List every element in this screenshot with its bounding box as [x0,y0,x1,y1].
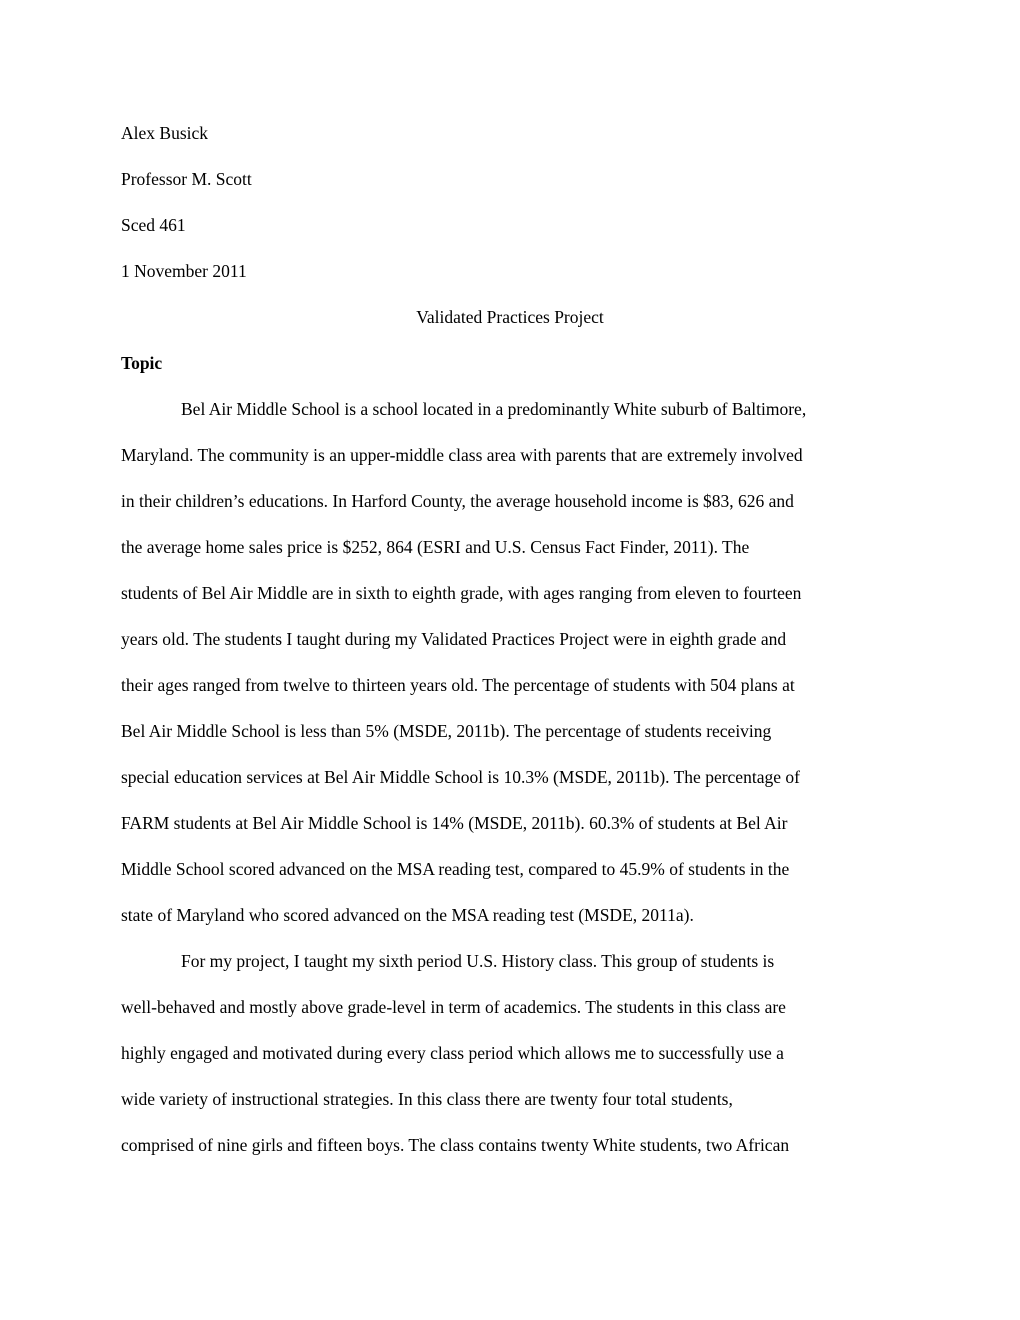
paragraph-line: wide variety of instructional strategies. In this class there are twenty four total students, [121,1089,733,1109]
paragraph-line: well-behaved and mostly above grade-level in term of academics. The students in this class are [121,997,786,1017]
instructor-name: Professor M. Scott [121,169,252,189]
paragraph-line: highly engaged and motivated during every class period which allows me to successfully use a [121,1043,784,1063]
paragraph-line: years old. The students I taught during my Validated Practices Project were in eighth grade and [121,629,787,649]
document-title: Validated Practices Project [416,307,604,327]
paragraph-line: the average home sales price is $252, 864 (ESRI and U.S. Census Fact Finder, 2011). The [121,537,750,557]
paragraph-line: Bel Air Middle School is a school located in a predominantly White suburb of Baltimore, [181,399,807,419]
paragraph-line: FARM students at Bel Air Middle School is 14% (MSDE, 2011b). 60.3% of students at Bel Air [121,813,788,833]
paragraph-line: comprised of nine girls and fifteen boys. The class contains twenty White students, two African [121,1135,790,1155]
author-name: Alex Busick [121,123,209,143]
paragraph-line: Middle School scored advanced on the MSA reading test, compared to 45.9% of students in the [121,859,790,879]
paragraph-line: For my project, I taught my sixth period U.S. History class. This group of students is [181,951,775,971]
paragraph-line: in their children’s educations. In Harford County, the average household income is $83, 626 and [121,491,794,511]
paragraph-line: their ages ranged from twelve to thirteen years old. The percentage of students with 504 plans at [121,675,795,695]
section-heading: Topic [121,353,163,373]
document-date: 1 November 2011 [121,261,247,281]
course-name: Sced 461 [121,215,186,235]
paragraph-line: state of Maryland who scored advanced on the MSA reading test (MSDE, 2011a). [121,905,694,925]
paragraph-line: special education services at Bel Air Middle School is 10.3% (MSDE, 2011b). The percentage of [121,767,800,787]
paragraph-line: Maryland. The community is an upper-middle class area with parents that are extremely involved [121,445,803,465]
paragraph-line: Bel Air Middle School is less than 5% (MSDE, 2011b). The percentage of students receiving [121,721,772,741]
paragraph-line: students of Bel Air Middle are in sixth to eighth grade, with ages ranging from eleven to fourteen [121,583,802,603]
